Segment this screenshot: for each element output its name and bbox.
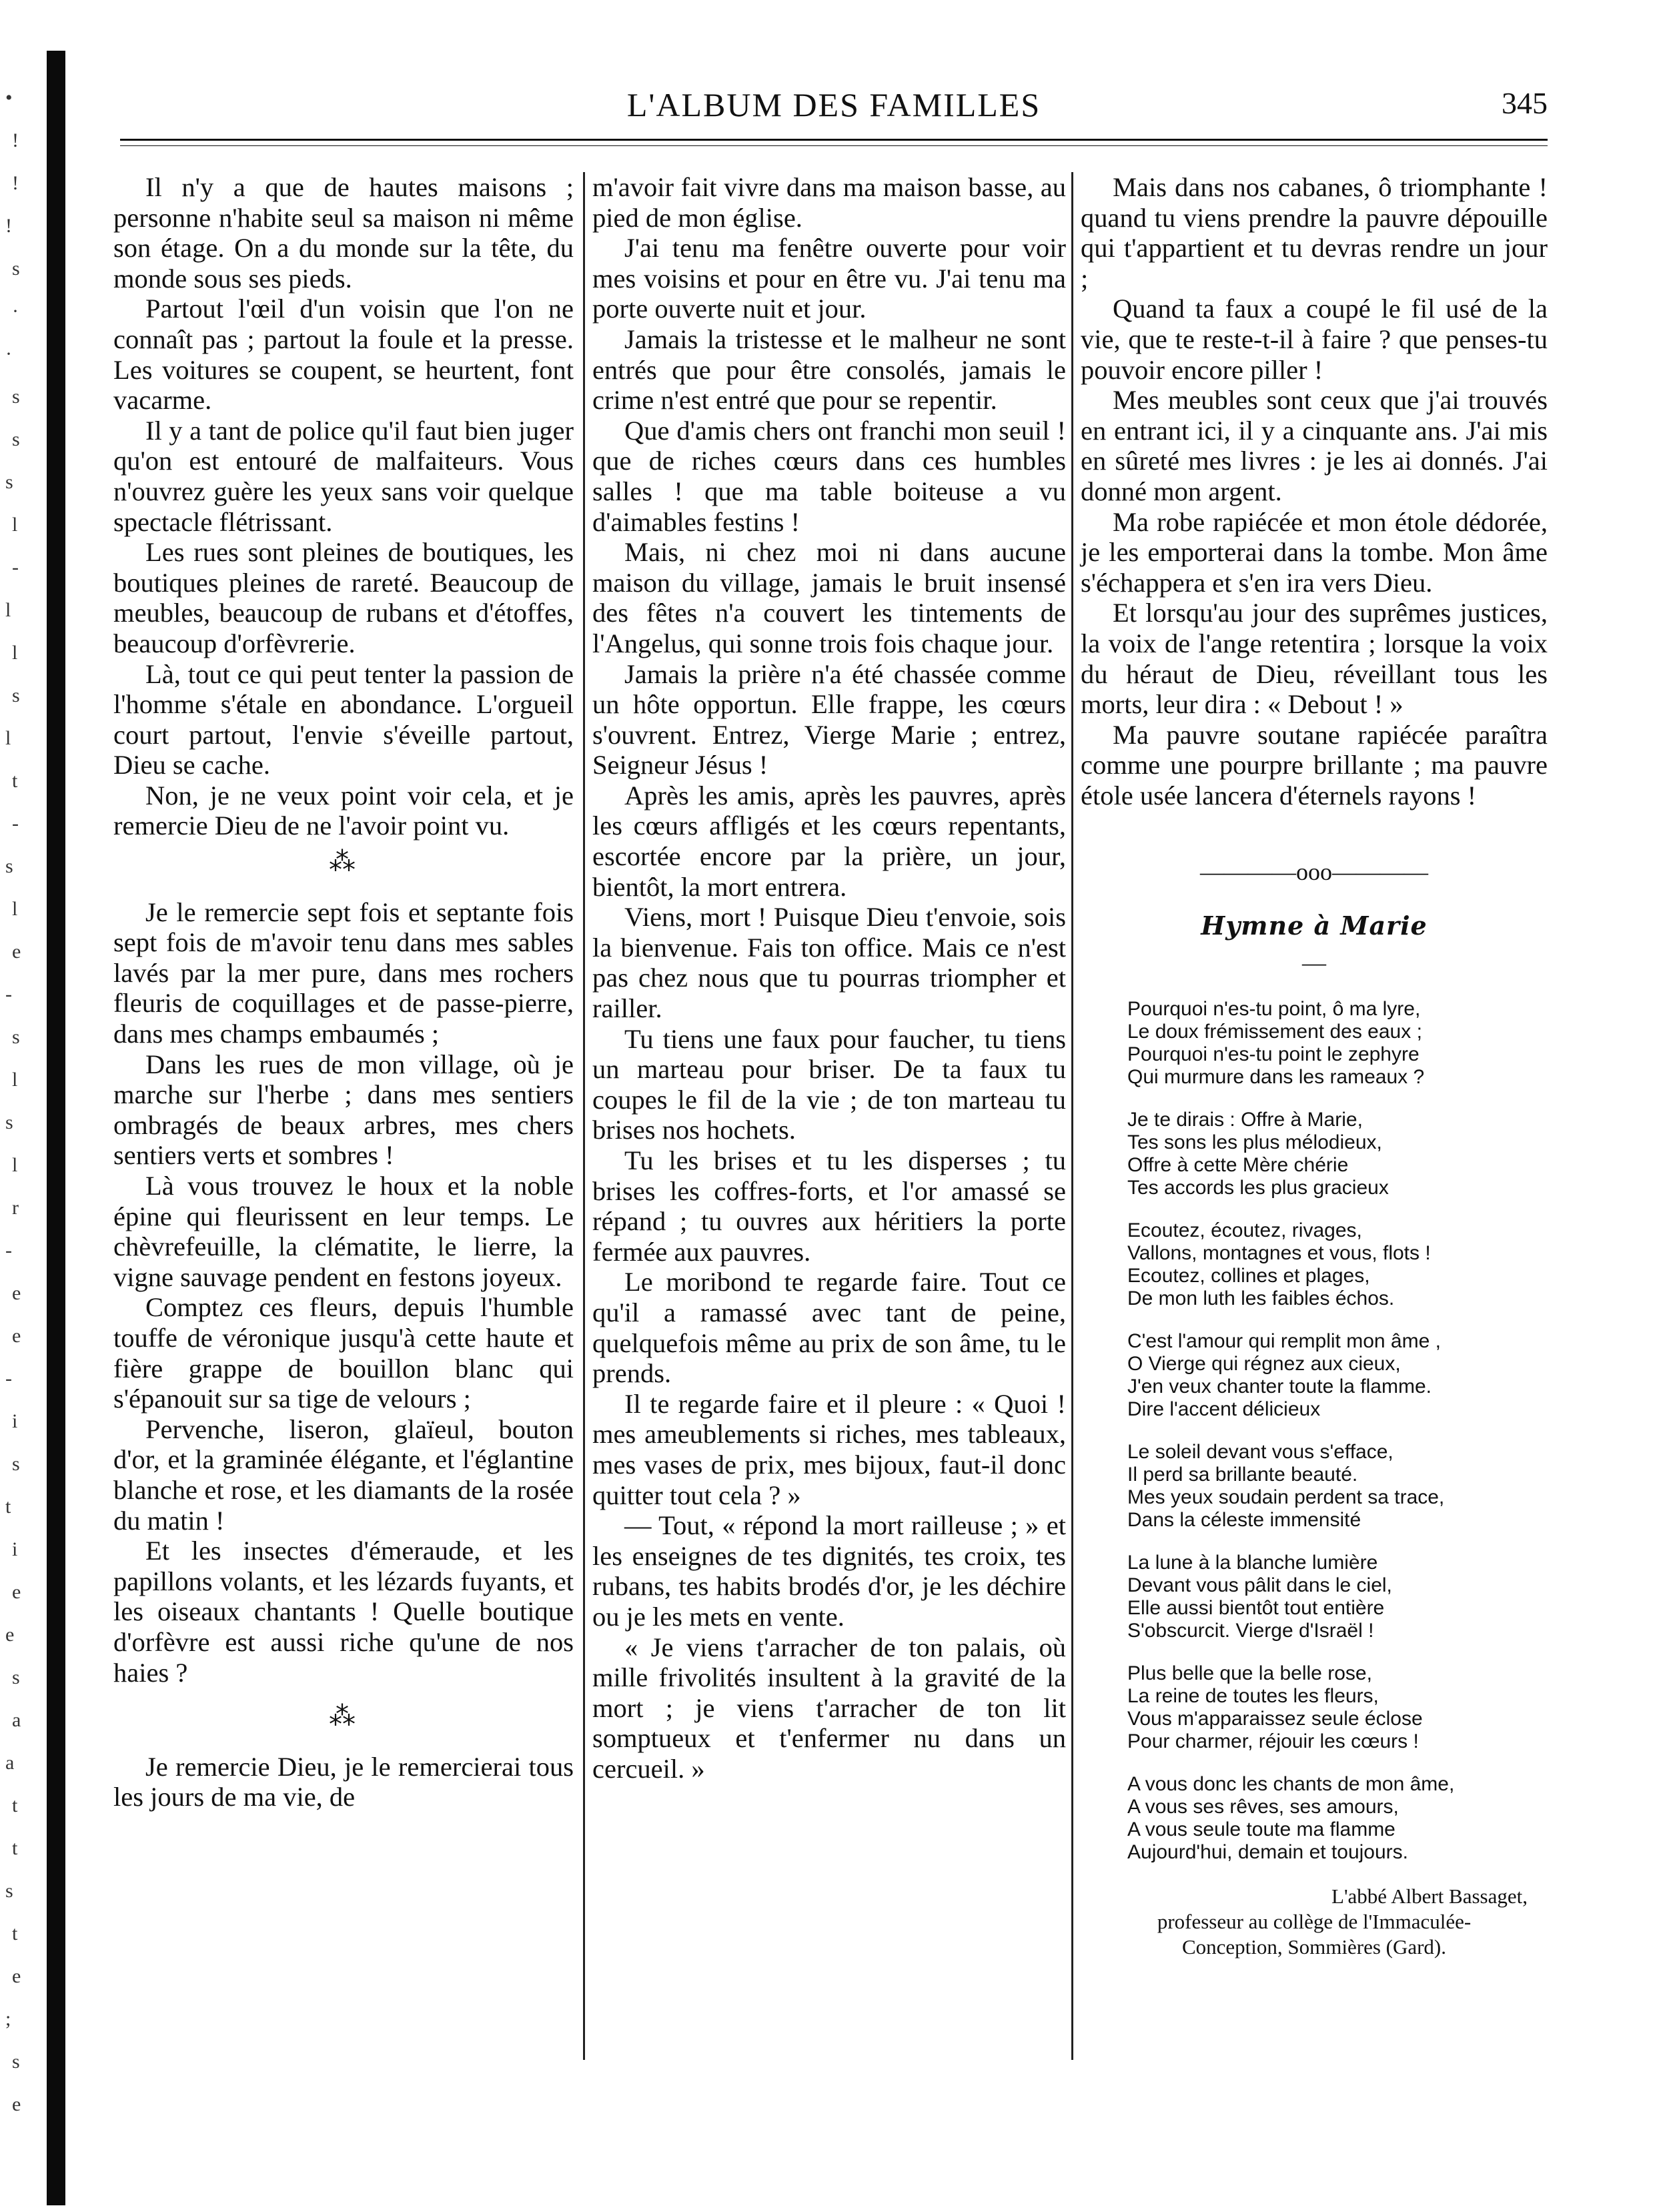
poem-line: Aujourd'hui, demain et toujours.: [1127, 1841, 1408, 1864]
bleed-letter: t: [12, 1922, 18, 1945]
poem-stanza: [1127, 1109, 1548, 1199]
bleed-letter: !: [12, 172, 19, 194]
bleed-letter: t: [12, 770, 18, 792]
bleed-letter: s: [12, 2051, 20, 2073]
poem-line: Tes sons les plus mélodieux,: [1127, 1131, 1382, 1154]
poem-title: Hymne à Marie: [1201, 911, 1428, 941]
bleed-letter: -: [12, 812, 19, 835]
bleed-letter: l: [12, 514, 18, 536]
poem-line: Il perd sa brillante beauté.: [1127, 1464, 1358, 1486]
poem-stanza: [1127, 998, 1548, 1089]
bleed-letter: s: [12, 428, 20, 450]
bleed-letter: l: [12, 1154, 18, 1176]
section-ornament: ————ooo————: [1200, 859, 1428, 886]
running-title: L'ALBUM DES FAMILLES: [626, 86, 1041, 123]
column-separator-right: [1071, 172, 1073, 2060]
bleed-letter: t: [12, 1837, 18, 1859]
bleed-letter: s: [12, 1453, 20, 1475]
poem-line: Pour charmer, réjouir les cœurs !: [1127, 1730, 1419, 1753]
author-signature: L'abbé Albert Bassaget,: [1331, 1884, 1528, 1908]
paragraph: « Je viens t'arracher de ton palais, où mille frivolités insultent à la gravité de la mort ; je viens t'arracher de ton lit somptueux et t'enfermer nu dans un cercueil. »: [592, 1632, 1066, 1784]
poem-line: Pourquoi n'es-tu point, ô ma lyre,: [1127, 998, 1421, 1021]
bleed-letter: e: [12, 1325, 21, 1347]
paragraph: Et lorsqu'au jour des suprêmes justices, la voix de l'ange retentira ; lorsque la voix du héraut de Dieu, réveillant tous les morts, leur dira : « Debout ! »: [1081, 598, 1548, 720]
paragraph: Après les amis, après les pauvres, après les cœurs affligés et les cœurs repentants, escortée encore par la prière, un jour, bientôt, la mort entrera.: [592, 780, 1066, 902]
poem-line: Mes yeux soudain perdent sa trace,: [1127, 1486, 1445, 1509]
bleed-letter: l: [12, 642, 18, 664]
paragraph: Dans les rues de mon village, où je marche sur l'herbe ; dans mes sentiers ombragés de beaux arbres, mes chers sentiers verts et sombres !: [113, 1049, 574, 1171]
paragraph: Là, tout ce qui peut tenter la passion de l'homme s'étale en abondance. L'orgueil court partout, l'envie s'éveille partout, Dieu se cache.: [113, 658, 574, 780]
paragraph: Il n'y a que de hautes maisons ; personne n'habite seul sa maison ni même son étage. On a du monde sur la tête, du monde sous ses pieds.: [113, 172, 574, 294]
poem-line: Plus belle que la belle rose,: [1127, 1662, 1372, 1685]
bleed-letter: a: [5, 1752, 15, 1774]
text-column-2: [592, 172, 1066, 1784]
bleed-letter: t: [5, 1496, 11, 1518]
bleed-letter: -: [5, 1239, 12, 1261]
paragraph: m'avoir fait vivre dans ma maison basse, au pied de mon église.: [592, 172, 1066, 233]
paragraph: J'ai tenu ma fenêtre ouverte pour voir mes voisins et pour en être vu. J'ai tenu ma porte ouverte nuit et jour.: [592, 233, 1066, 324]
bleed-letter: !: [5, 215, 12, 237]
bleed-letter: s: [5, 855, 13, 877]
bleed-letter: s: [5, 1111, 13, 1133]
poem-line: Ecoutez, collines et plages,: [1127, 1265, 1370, 1287]
bleed-letter: e: [12, 1282, 21, 1304]
page-number: 345: [1502, 86, 1548, 120]
paragraph: — Tout, « répond la mort railleuse ; » et les enseignes de tes dignités, tes croix, tes rubans, tes habits brodés d'or, je les déchire ou je les mets en vente.: [592, 1510, 1066, 1632]
paragraph: Je le remercie sept fois et septante fois sept fois de m'avoir tenu dans mes sables lavés par la mer pure, dans mes rochers fleuris de coquillages et de passe-pierre, dans mes champs embaumés ;: [113, 897, 574, 1049]
paragraph: Que d'amis chers ont franchi mon seuil ! que de riches cœurs dans ces humbles salles ! que ma table boiteuse a vu d'aimables festins !: [592, 415, 1066, 537]
poem-line: A vous donc les chants de mon âme,: [1127, 1773, 1455, 1796]
paragraph: Mes meubles sont ceux que j'ai trouvés en entrant ici, il y a cinquante ans. J'ai mis en sûreté mes livres : je les ai donnés. J'ai donné mon argent.: [1081, 385, 1548, 506]
bleed-letter: e: [12, 941, 21, 963]
paragraph: Il y a tant de police qu'il faut bien juger qu'on est entouré de malfaiteurs. Vous n'ouvrez guère les yeux sans voir quelque spectacle flétrissant.: [113, 415, 574, 537]
paragraph: Jamais la tristesse et le malheur ne sont entrés que pour être consolés, jamais le crime n'est entré que pour se repentir.: [592, 324, 1066, 416]
poem-stanza: [1127, 1330, 1548, 1421]
poem-stanza: [1127, 1552, 1548, 1642]
paragraph: Partout l'œil d'un voisin que l'on ne connaît pas ; partout la foule et la presse. Les voitures se coupent, se heurtent, font vacarme.: [113, 294, 574, 416]
bleed-letter: ;: [5, 2008, 11, 2030]
paragraph: Non, je ne veux point voir cela, et je remercie Dieu de ne l'avoir point vu.: [113, 780, 574, 841]
paragraph: Les rues sont pleines de boutiques, les boutiques pleines de rareté. Beaucoup de meubles, beaucoup de rubans et d'étoffes, beaucoup d'orfèvrerie.: [113, 537, 574, 658]
poem-line: Ecoutez, écoutez, rivages,: [1127, 1219, 1362, 1242]
paragraph: Ma robe rapiécée et mon étole dédorée, je les emporterai dans la tombe. Mon âme s'échappera et s'en ira vers Dieu.: [1081, 506, 1548, 598]
paragraph: Tu tiens une faux pour faucher, tu tiens un marteau pour briser. De ta faux tu coupes le fil de la vie ; de ton marteau tu brises nos hochets.: [592, 1023, 1066, 1145]
column-separator-left: [583, 172, 585, 2060]
bleed-letter: •: [5, 87, 13, 109]
page-header: [120, 85, 1548, 132]
bleed-letter: l: [5, 727, 11, 749]
poem-line: De mon luth les faibles échos.: [1127, 1287, 1395, 1310]
author-affiliation-line: Conception, Sommières (Gard).: [1181, 1935, 1447, 1959]
bleed-letter: r: [12, 1197, 19, 1219]
text-column-1: [113, 172, 574, 1812]
bleed-letter: a: [12, 1709, 21, 1731]
bleed-letter: l: [12, 1069, 18, 1091]
bleed-letter: e: [12, 1581, 21, 1603]
paragraph: Là vous trouvez le houx et la noble épine qui fleurissent en leur temps. Le chèvrefeuille, la clématite, le lierre, la vigne sauvage pendent en festons joyeux.: [113, 1171, 574, 1292]
poem-line: Tes accords les plus gracieux: [1127, 1177, 1389, 1199]
poem-line: Je te dirais : Offre à Marie,: [1127, 1109, 1363, 1131]
paragraph: Comptez ces fleurs, depuis l'humble touffe de véronique jusqu'à cette haute et fière grappe de bouillon blanc qui s'épanouit sur sa tige de velours ;: [113, 1292, 574, 1414]
author-signature-block: [1081, 1884, 1548, 1960]
paragraph: Viens, mort ! Puisque Dieu t'envoie, sois la bienvenue. Fais ton office. Mais ce n'est pas chez nous que tu pourras triompher et railler.: [592, 902, 1066, 1024]
poem-line: La reine de toutes les fleurs,: [1127, 1685, 1379, 1708]
bleed-letter: s: [12, 1666, 20, 1688]
bleed-letter: -: [5, 983, 12, 1005]
poem-line: A vous ses rêves, ses amours,: [1127, 1796, 1399, 1818]
poem-line: Vous m'apparaissez seule éclose: [1127, 1708, 1423, 1730]
asterism-separator: ⁂: [329, 847, 358, 877]
poem-line: Le soleil devant vous s'efface,: [1127, 1441, 1393, 1464]
bleed-letter: e: [5, 1624, 15, 1646]
bleed-letter: i: [12, 1410, 18, 1432]
paragraph: Le moribond te regarde faire. Tout ce qu'il a ramassé avec tant de peine, quelquefois même au prix de son âme, tu le prends.: [592, 1267, 1066, 1389]
paragraph: Pervenche, liseron, glaïeul, bouton d'or, et la graminée élégante, et l'églantine blanche et rose, et les diamants de la rosée du matin !: [113, 1414, 574, 1536]
bleed-letter: l: [12, 898, 18, 920]
poem-line: Qui murmure dans les rameaux ?: [1127, 1066, 1425, 1089]
poem-stanza: [1127, 1219, 1548, 1310]
poem-stanza: [1127, 1773, 1548, 1864]
text-column-3: [1081, 172, 1548, 1960]
bleed-letter: s: [5, 1880, 13, 1902]
poem-body: [1127, 998, 1548, 1864]
paragraph: Mais dans nos cabanes, ô triomphante ! quand tu viens prendre la pauvre dépouille qui t'appartient et tu devras rendre un jour ;: [1081, 172, 1548, 294]
paragraph: Il te regarde faire et il pleure : « Quoi ! mes ameublements si riches, mes tableaux, mes vases de prix, mes bijoux, faut-il donc quitter tout cela ? »: [592, 1388, 1066, 1510]
paragraph: Mais, ni chez moi ni dans aucune maison du village, jamais le bruit insensé des fêtes n'a couvert les tintements de l'Angelus, qui sonne trois fois chaque jour.: [592, 537, 1066, 658]
bleed-letter: i: [12, 1538, 18, 1560]
poem-line: A vous seule toute ma flamme: [1127, 1818, 1396, 1841]
poem-line: Dans la céleste immensité: [1127, 1509, 1361, 1532]
bleed-letter: s: [12, 1026, 20, 1048]
paragraph: Jamais la prière n'a été chassée comme un hôte opportun. Elle frappe, les cœurs s'ouvrent. Entrez, Vierge Marie ; entrez, Seigneur Jésus !: [592, 658, 1066, 780]
bleed-letter: -: [5, 1367, 12, 1390]
bleed-letter: t: [12, 1794, 18, 1816]
paragraph: Et les insectes d'émeraude, et les papillons volants, et les lézards fuyants, et les oiseaux chantants ! Quelle boutique d'orfèvre est aussi riche qu'une de nos haies ?: [113, 1536, 574, 1688]
author-affiliation-line: professeur au collège de l'Immaculée-: [1157, 1910, 1472, 1934]
bleed-letter: -: [12, 556, 19, 578]
poem-line: Le doux frémissement des eaux ;: [1127, 1021, 1422, 1043]
bleed-letter: s: [12, 386, 20, 408]
paragraph: Tu les brises et tu les disperses ; tu brises les coffres-forts, et l'or amassé se répand ; tu ouvres aux héritiers la porte fermée aux pauvres.: [592, 1145, 1066, 1267]
poem-line: S'obscurcit. Vierge d'Israël !: [1127, 1620, 1374, 1642]
poem-line: Pourquoi n'es-tu point le zephyre: [1127, 1043, 1420, 1066]
poem-line: Dire l'accent délicieux: [1127, 1398, 1321, 1421]
bleed-letter: e: [12, 2093, 21, 2115]
poem-line: Elle aussi bientôt tout entière: [1127, 1597, 1385, 1620]
bleed-letter: s: [5, 471, 13, 493]
header-rule-top: [120, 139, 1548, 141]
paragraph: Ma pauvre soutane rapiécée paraîtra comme une pourpre brillante ; ma pauvre étole usée lancera d'éternels rayons !: [1081, 719, 1548, 810]
paragraph: Je remercie Dieu, je le remercierai tous les jours de ma vie, de: [113, 1751, 574, 1812]
bleed-letter: s: [12, 257, 20, 280]
bleed-through-letters: [0, 0, 80, 2212]
bleed-letter: !: [12, 129, 19, 151]
poem-line: O Vierge qui régnez aux cieux,: [1127, 1353, 1401, 1375]
asterism-separator: ⁂: [329, 1701, 358, 1732]
poem-line: C'est l'amour qui remplit mon âme ,: [1127, 1330, 1441, 1353]
paragraph: Quand ta faux a coupé le fil usé de la vie, que te reste-t-il à faire ? que penses-tu pouvoir encore piller !: [1081, 294, 1548, 385]
header-rule-bottom: [120, 145, 1548, 146]
poem-stanza: [1127, 1662, 1548, 1753]
poem-line: J'en veux chanter toute la flamme.: [1127, 1375, 1432, 1398]
bleed-letter: e: [12, 1965, 21, 1987]
bleed-letter: ·: [12, 300, 19, 322]
bleed-letter: s: [12, 684, 20, 706]
poem-stanza: [1127, 1441, 1548, 1532]
poem-line: Offre à cette Mère chérie: [1127, 1154, 1349, 1177]
poem-line: Vallons, montagnes et vous, flots !: [1127, 1242, 1431, 1265]
title-dash: —: [1302, 949, 1326, 976]
poem-line: La lune à la blanche lumière: [1127, 1552, 1378, 1574]
bleed-letter: ·: [5, 343, 12, 365]
poem-line: Devant vous pâlit dans le ciel,: [1127, 1574, 1392, 1597]
bleed-letter: l: [5, 599, 11, 621]
